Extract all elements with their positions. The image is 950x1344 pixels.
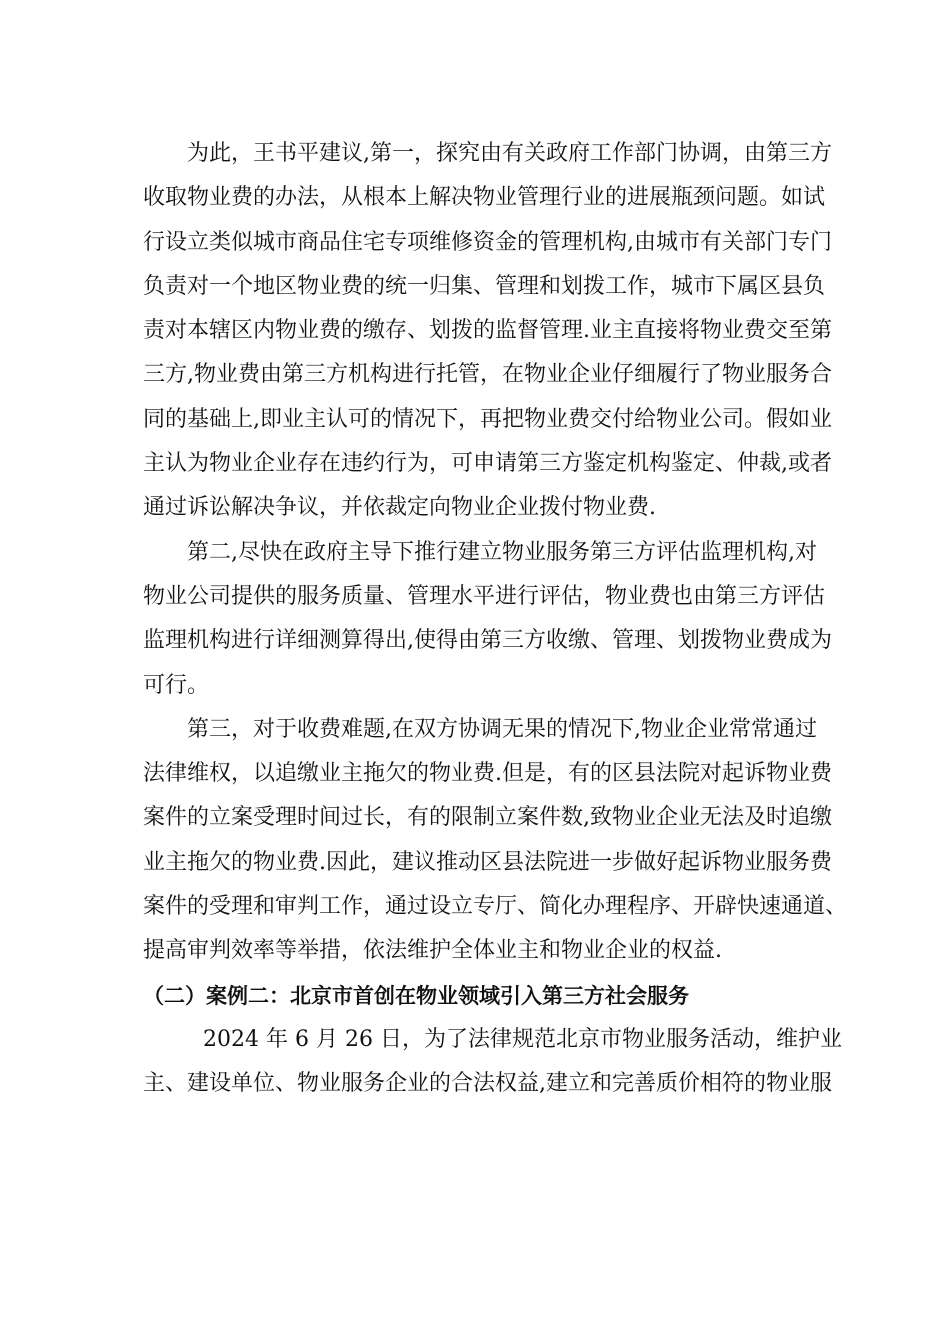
paragraph-line: 负责对一个地区物业费的统一归集、管理和划拨工作，城市下属区县负 [143,273,826,299]
paragraph-3 [143,708,853,974]
paragraph-line: 提高审判效率等举措，依法维护全体业主和物业企业的权益. [143,938,722,964]
paragraph-line: 责对本辖区内物业费的缴存、划拨的监督管理.业主直接将物业费交至第 [143,318,832,344]
paragraph-line: 行设立类似城市商品住宅专项维修资金的管理机构,由城市有关部门专门 [143,229,832,255]
paragraph-line: 主认为物业企业存在违约行为，可申请第三方鉴定机构鉴定、仲裁,或者 [143,451,832,477]
paragraph-line: 同的基础上,即业主认可的情况下，再把物业费交付给物业公司。假如业 [143,406,832,432]
paragraph-line: 业主拖欠的物业费.因此，建议推动区县法院进一步做好起诉物业服务费 [143,849,832,875]
section-heading: （二）案例二：北京市首创在物业领域引入第三方社会服务 [143,983,689,1008]
paragraph-line: 收取物业费的办法，从根本上解决物业管理行业的进展瓶颈问题。如试 [143,185,826,211]
paragraph-line: 监理机构进行详细测算得出,使得由第三方收缴、管理、划拨物业费成为 [143,628,832,654]
paragraph-line: 可行。 [143,672,210,698]
paragraph-line: 通过诉讼解决争议，并依裁定向物业企业拨付物业费. [143,495,656,521]
document-body [143,132,853,1107]
paragraph-4 [143,1018,853,1107]
paragraph-1 [143,132,853,531]
paragraph-line: 三方,物业费由第三方机构进行托管，在物业企业仔细履行了物业服务合 [143,362,832,388]
paragraph-line: 案件的立案受理时间过长，有的限制立案件数,致物业企业无法及时追缴 [143,805,832,831]
paragraph-line: 第三，对于收费难题,在双方协调无果的情况下,物业企业常常通过 [187,716,817,742]
paragraph-line: 物业公司提供的服务质量、管理水平进行评估，物业费也由第三方评估 [143,583,826,609]
paragraph-line: 主、建设单位、物业服务企业的合法权益,建立和完善质价相符的物业服 [143,1071,832,1097]
paragraph-line: 2024 年 6 月 26 日，为了法律规范北京市物业服务活动，维护业 [203,1026,842,1052]
paragraph-line: 第二,尽快在政府主导下推行建立物业服务第三方评估监理机构,对 [187,539,817,565]
paragraph-2 [143,531,853,708]
paragraph-line: 法律维权，以追缴业主拖欠的物业费.但是，有的区县法院对起诉物业费 [143,761,832,787]
paragraph-line: 为此，王书平建议,第一，探究由有关政府工作部门协调，由第三方 [187,141,832,166]
paragraph-line: 案件的受理和审判工作，通过设立专厅、简化办理程序、开辟快速通道、 [143,894,848,920]
